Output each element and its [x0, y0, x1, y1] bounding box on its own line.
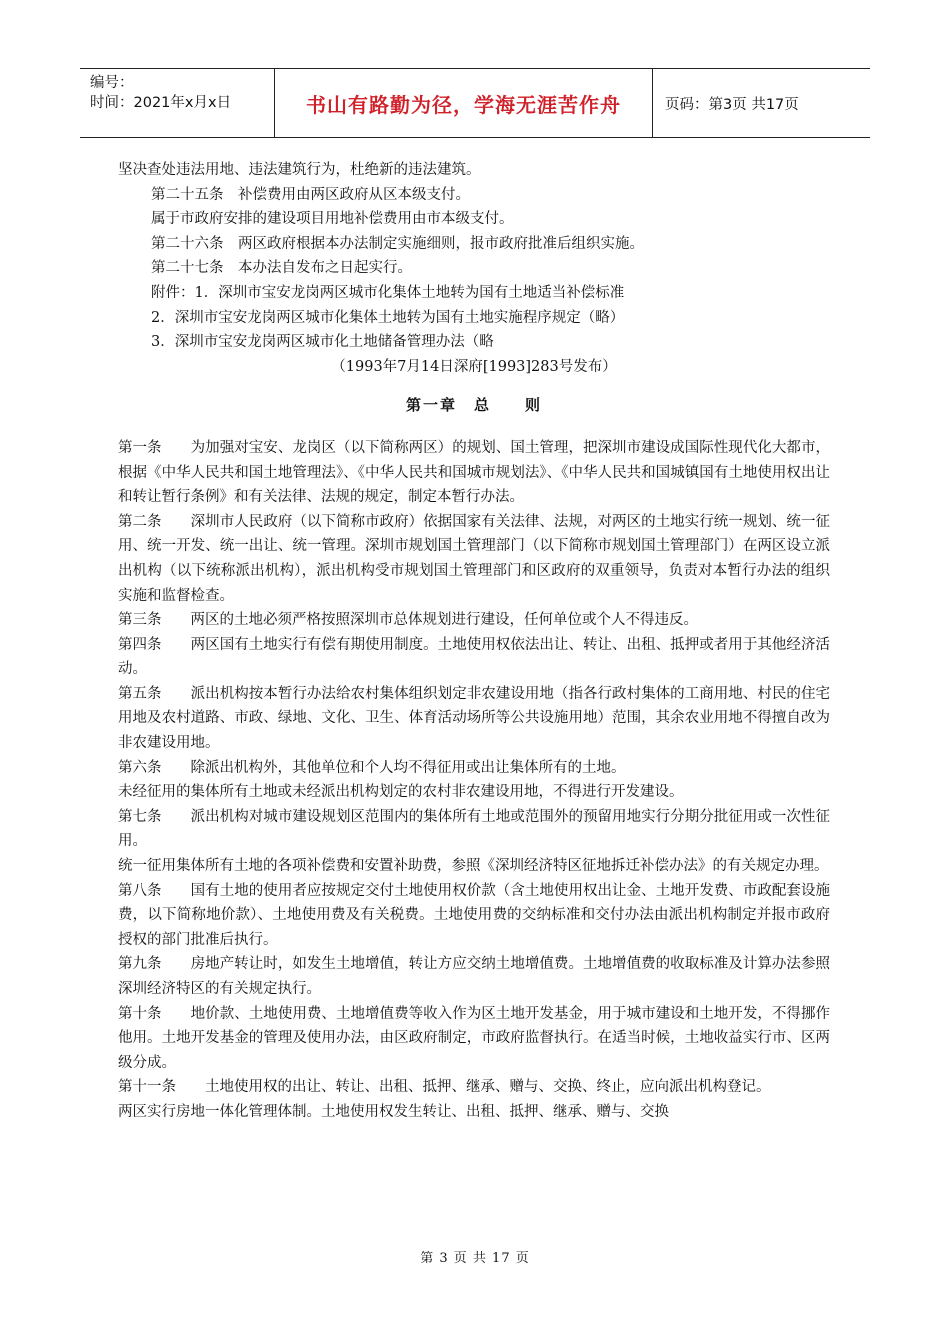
article-paragraph: 第十条 地价款、土地使用费、土地增值费等收入作为区土地开发基金，用于城市建设和土地开发，不得挪作他用。土地开发基金的管理及使用办法，由区政府制定，市政府监督执行。在适当时候，土地收益实行市、区两级分成。	[118, 1005, 830, 1071]
intro-line: 第二十五条 补偿费用由两区政府从区本级支付。	[151, 186, 470, 203]
article-paragraph: 第十一条 土地使用权的出让、转让、出租、抵押、继承、赠与、交换、终止，应向派出机构登记。	[118, 1079, 771, 1096]
article-paragraph: 第四条 两区国有土地实行有偿有期使用制度。土地使用权依法出让、转让、出租、抵押或者用于其他经济活动。	[118, 636, 830, 678]
document-body	[118, 158, 830, 1125]
article-paragraph: 两区实行房地一体化管理体制。土地使用权发生转让、出租、抵押、继承、赠与、交换	[118, 1103, 669, 1120]
intro-line: 第二十七条 本办法自发布之日起实行。	[151, 260, 412, 277]
header-motto: 书山有路勤为径，学海无涯苦作舟	[275, 69, 653, 137]
intro-line: 属于市政府安排的建设项目用地补偿费用由市本级支付。	[151, 211, 514, 228]
article-paragraph: 统一征用集体所有土地的各项补偿费和安置补助费，参照《深圳经济特区征地拆迁补偿办法》的有关规定办理。	[118, 858, 829, 875]
article-paragraph: 第二条 深圳市人民政府（以下简称市政府）依据国家有关法律、法规，对两区的土地实行统一规划、统一征用、统一开发、统一出让、统一管理。深圳市规划国土管理部门（以下简称市规划国土管理部门）在两区设立派出机构（以下统称派出机构），派出机构受市规划国土管理部门和区政府的双重领导，负责对本暂行办法的组织实施和监督检查。	[118, 513, 830, 604]
article-paragraph: 第七条 派出机构对城市建设规划区范围内的集体所有土地或范围外的预留用地实行分期分批征用或一次性征用。	[118, 808, 830, 850]
article-paragraph: 第八条 国有土地的使用者应按规定交付土地使用权价款（含土地使用权出让金、土地开发费、市政配套设施费，以下简称地价款）、土地使用费及有关税费。土地使用费的交纳标准和交付办法由派出机构制定并报市政府授权的部门批准后执行。	[118, 882, 830, 948]
page-header	[80, 68, 870, 138]
attachment-line: 3．深圳市宝安龙岗两区城市化土地储备管理办法（略	[151, 334, 494, 351]
article-paragraph: 未经征用的集体所有土地或未经派出机构划定的农村非农建设用地，不得进行开发建设。	[118, 784, 684, 801]
intro-line: 第二十六条 两区政府根据本办法制定实施细则，报市政府批准后组织实施。	[151, 235, 644, 252]
page-footer: 第 3 页 共 17 页	[420, 1251, 530, 1266]
document-date: 时间：2021年x月x日	[90, 95, 232, 111]
chapter-title: 第一章 总 则	[405, 396, 542, 415]
article-paragraph: 第六条 除派出机构外，其他单位和个人均不得征用或出让集体所有的土地。	[118, 759, 626, 776]
intro-line: 坚决查处违法用地、违法建筑行为，杜绝新的违法建筑。	[118, 162, 481, 178]
attachment-line: 2．深圳市宝安龙岗两区城市化集体土地转为国有土地实施程序规定（略）	[151, 309, 625, 326]
header-meta	[80, 69, 275, 137]
publish-note: （1993年7月14日深府[1993]283号发布）	[331, 358, 617, 375]
article-paragraph: 第九条 房地产转让时，如发生土地增值，转让方应交纳土地增值费。土地增值费的收取标准及计算办法参照深圳经济特区的有关规定执行。	[118, 956, 830, 997]
header-page-info: 页码：第3页 共17页	[665, 96, 799, 113]
document-number-label: 编号：	[90, 75, 134, 91]
attachment-line: 附件：1．深圳市宝安龙岗两区城市化集体土地转为国有土地适当补偿标准	[151, 284, 625, 301]
article-paragraph: 第一条 为加强对宝安、龙岗区（以下简称两区）的规划、国土管理，把深圳市建设成国际性现代化大都市，根据《中华人民共和国土地管理法》、《中华人民共和国城市规划法》、《中华人民共和国城镇国有土地使用权出让和转让暂行条例》和有关法律、法规的规定，制定本暂行办法。	[118, 439, 830, 506]
article-paragraph: 第五条 派出机构按本暂行办法给农村集体组织划定非农建设用地（指各行政村集体的工商用地、村民的住宅用地及农村道路、市政、绿地、文化、卫生、体育活动场所等公共设施用地）范围，其余农业用地不得擅自改为非农建设用地。	[118, 685, 830, 752]
article-paragraph: 第三条 两区的土地必须严格按照深圳市总体规划进行建设，任何单位或个人不得违反。	[118, 612, 698, 629]
